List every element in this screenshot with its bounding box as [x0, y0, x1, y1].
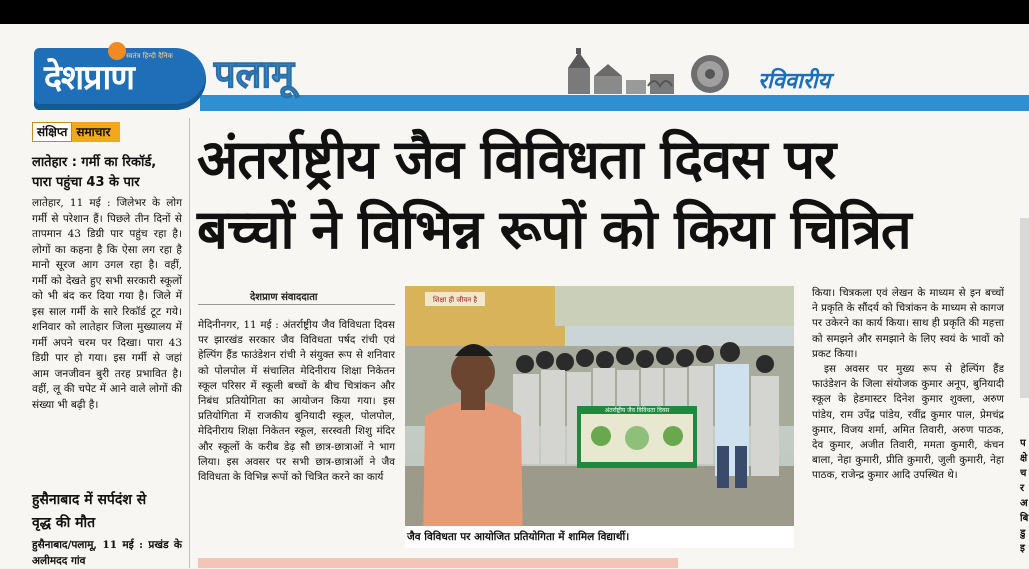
- main-headline-line1: अंतर्राष्ट्रीय जैव विविधता दिवस पर: [197, 128, 836, 191]
- story1-headline-line2: पारा पहुंचा 43 के पार: [32, 175, 140, 190]
- byline-rule: [198, 304, 395, 305]
- wall-sign-text: शिक्षा ही जीवन है: [432, 296, 478, 304]
- story1-headline-line1: लातेहार : गर्मी का रिकॉर्ड,: [32, 155, 157, 170]
- edition-name: पलामू: [214, 52, 294, 96]
- section-tag-secondary: समाचार: [72, 122, 120, 142]
- article-column-3: [812, 286, 1004, 484]
- article-photo: [405, 286, 794, 548]
- adjacent-page-text-fragment: प क्षे च र अ बि डु इ: [1020, 438, 1029, 554]
- story2-body: हुसैनाबाद/पलामू, 11 मई : प्रखंड के अलीमदद गांव: [32, 539, 182, 567]
- sidebar-news-column: [32, 122, 182, 568]
- group-photo-image: [405, 286, 794, 548]
- next-story-headline-strip: [198, 558, 678, 568]
- story1-body: लातेहार, 11 मई : जिलेभर के लोग गर्मी से परेशान हैं। पिछले तीन दिनों से तापमान 43 डिग्री पार पहुंच रहा है। लोगों का कहना है कि ऐसा लग रहा है मानो सूरज आग उगल रहा है। वहीं, गर्मी को देखते हुए सभी सरकारी स्कूलों को भी बंद कर दिया गया है। जिले में इस साल गर्मी के सारे रिकॉर्ड टूट गये। शनिवार को लातेहार जिला मुख्यालय में गर्मी अपने चरम पर दिखा। पारा 43 डिग्री पार हो गया। इस गर्मी से जहां आम जनजीवन बुरी तरह प्रभावित है। वहीं, लू की चपेट में आने वाले लोगों की संख्या भी बढ़ी है।: [32, 197, 182, 411]
- column3-paragraph-1: किया। चित्रकला एवं लेखन के माध्यम से इन बच्चों ने प्रकृति के सौंदर्य को चित्रांकन के माध्यम से कागज पर उकेरने का कार्य किया। साथ ही प्रकृति की महत्ता को समझने और समझाने के लिए स्वयं के भावों को प्रकट किया।: [812, 287, 1004, 360]
- article-column-1: मेदिनीनगर, 11 मई : अंतर्राष्ट्रीय जैव विविधता दिवस पर झारखंड सरकार जैव विविधता पर्षद रांची एवं हेल्पिंग हैंड फाउंडेशन रांची ने संयुक्त रूप से शनिवार को पोलपोल में संचालित मेदिनीराय शिक्षा निकेतन स्कूल परिसर में स्कूली बच्चों के बीच चित्रांकन और निबंध प्रतियोगिता का आयोजन किया गया। इस प्रतियोगिता में राजकीय बुनियादी स्कूल, पोलपोल, मेदिनीराय शिक्षा निकेतन स्कूल, सरस्वती शिशु मंदिर और स्कूलों के करीब डेढ़ सौ छात्र-छात्राओं ने भाग लिया। इस अवसर पर सभी छात्र-छात्राओं ने जैव विविधता के विभिन्न रूपों को चित्रित करने का कार्य: [198, 319, 395, 484]
- newspaper-logo: [34, 48, 206, 110]
- byline: देशप्राण संवाददाता: [250, 292, 318, 303]
- top-black-bar: [0, 0, 1029, 24]
- logo-text: देशप्राण: [44, 58, 134, 98]
- story2-headline-line1: हुसैनाबाद में सर्पदंश से: [32, 492, 147, 508]
- sidebar-section-tag: [32, 122, 120, 142]
- banner-text: अंतर्राष्ट्रीय जैव विविधता दिवस: [604, 407, 670, 414]
- photo-caption: जैव विविधता पर आयोजित प्रतियोगिता में शामिल विद्यार्थी।: [405, 526, 794, 548]
- supplement-title: रविवारीय: [758, 68, 831, 94]
- logo-tagline: स्वतंत्र हिन्दी दैनिक: [126, 52, 173, 60]
- skyline-illustration-icon: [560, 46, 740, 96]
- story2-headline-line2: वृद्ध की मौत: [32, 515, 96, 531]
- main-headline-line2: बच्चों ने विभिन्न रूपों को किया चित्रित: [197, 198, 911, 261]
- masthead-band: [200, 95, 1029, 111]
- adjacent-page-edge: [1020, 218, 1029, 398]
- section-tag-primary: संक्षिप्त: [32, 122, 72, 142]
- column-divider: [189, 118, 190, 568]
- column3-paragraph-2: इस अवसर पर मुख्य रूप से हेल्पिंग हैंड फाउंडेशन के जिला संयोजक कुमार अनूप, बुनियादी स्कूल के हेडमास्टर दिनेश कुमार शुक्ला, अरुण पांडेय, राम उपेंद्र पांडेय, रवींद्र कुमार पाल, प्रेमचंद्र कुमार, विजय शर्मा, अमित तिवारी, अरुण पाठक, देव कुमार, अजीत तिवारी, ममता कुमारी, कंचन बाला, नेहा कुमारी, प्रीति कुमारी, जुली कुमारी, नेहा पाठक, राजेन्द्र कुमार आदि उपस्थित थे।: [812, 363, 1004, 482]
